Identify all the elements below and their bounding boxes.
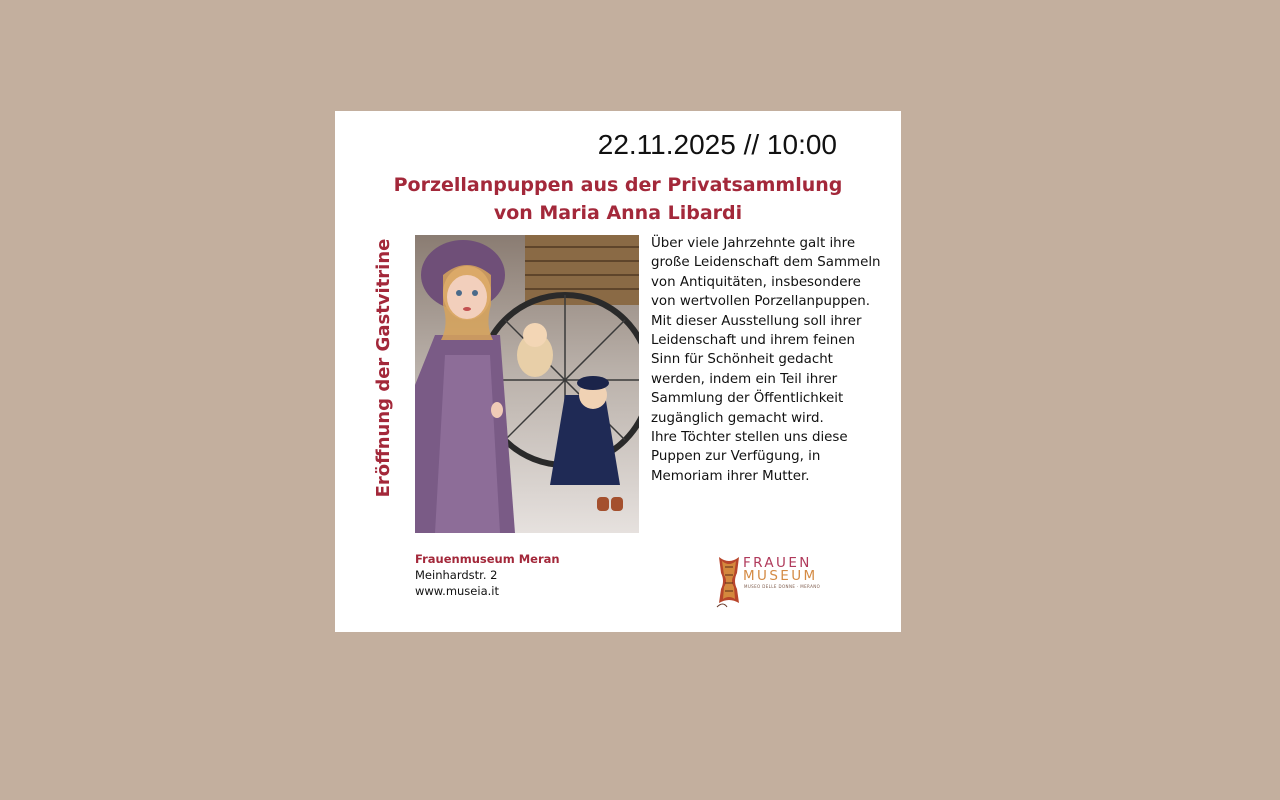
museum-address: Meinhardstr. 2: [415, 568, 498, 582]
flyer-title: [375, 171, 861, 227]
museum-website: www.museia.it: [415, 584, 499, 598]
description-paragraph-2: Mit dieser Ausstellung soll ihrer Leidenschaft und ihrem feinen Sinn für Schönheit gedacht werden, indem ein Teil ihrer Sammlung der Öffentlichkeit zugänglich gemacht wird.: [651, 313, 862, 426]
logo-subtitle: MUSEO DELLE DONNE · MERANO: [744, 584, 821, 589]
museum-name: Frauenmuseum Meran: [415, 552, 560, 566]
description-text: [651, 234, 881, 486]
doll-photo: [415, 235, 639, 533]
title-line-2: von Maria Anna Libardi: [493, 202, 743, 224]
description-paragraph-3: Ihre Töchter stellen uns diese Puppen zur Verfügung, in Memoriam ihrer Mutter.: [651, 430, 848, 484]
description-paragraph-1: Über viele Jahrzehnte galt ihre große Leidenschaft dem Sammeln von Antiquitäten, insbesondere von wertvollen Porzellanpuppen.: [651, 236, 881, 310]
corset-icon: [713, 553, 745, 611]
event-date: 22.11.2025 // 10:00: [597, 129, 837, 160]
event-flyer: [335, 111, 901, 632]
museum-contact: [415, 551, 560, 599]
title-line-1: Porzellanpuppen aus der Privatsammlung: [393, 174, 843, 196]
logo-line-1: FRAUEN: [743, 555, 812, 571]
logo-line-2: MUSEUM: [743, 568, 818, 584]
frauenmuseum-logo: [713, 553, 833, 611]
vertical-heading: Eröffnung der Gastvitrine: [373, 238, 394, 498]
